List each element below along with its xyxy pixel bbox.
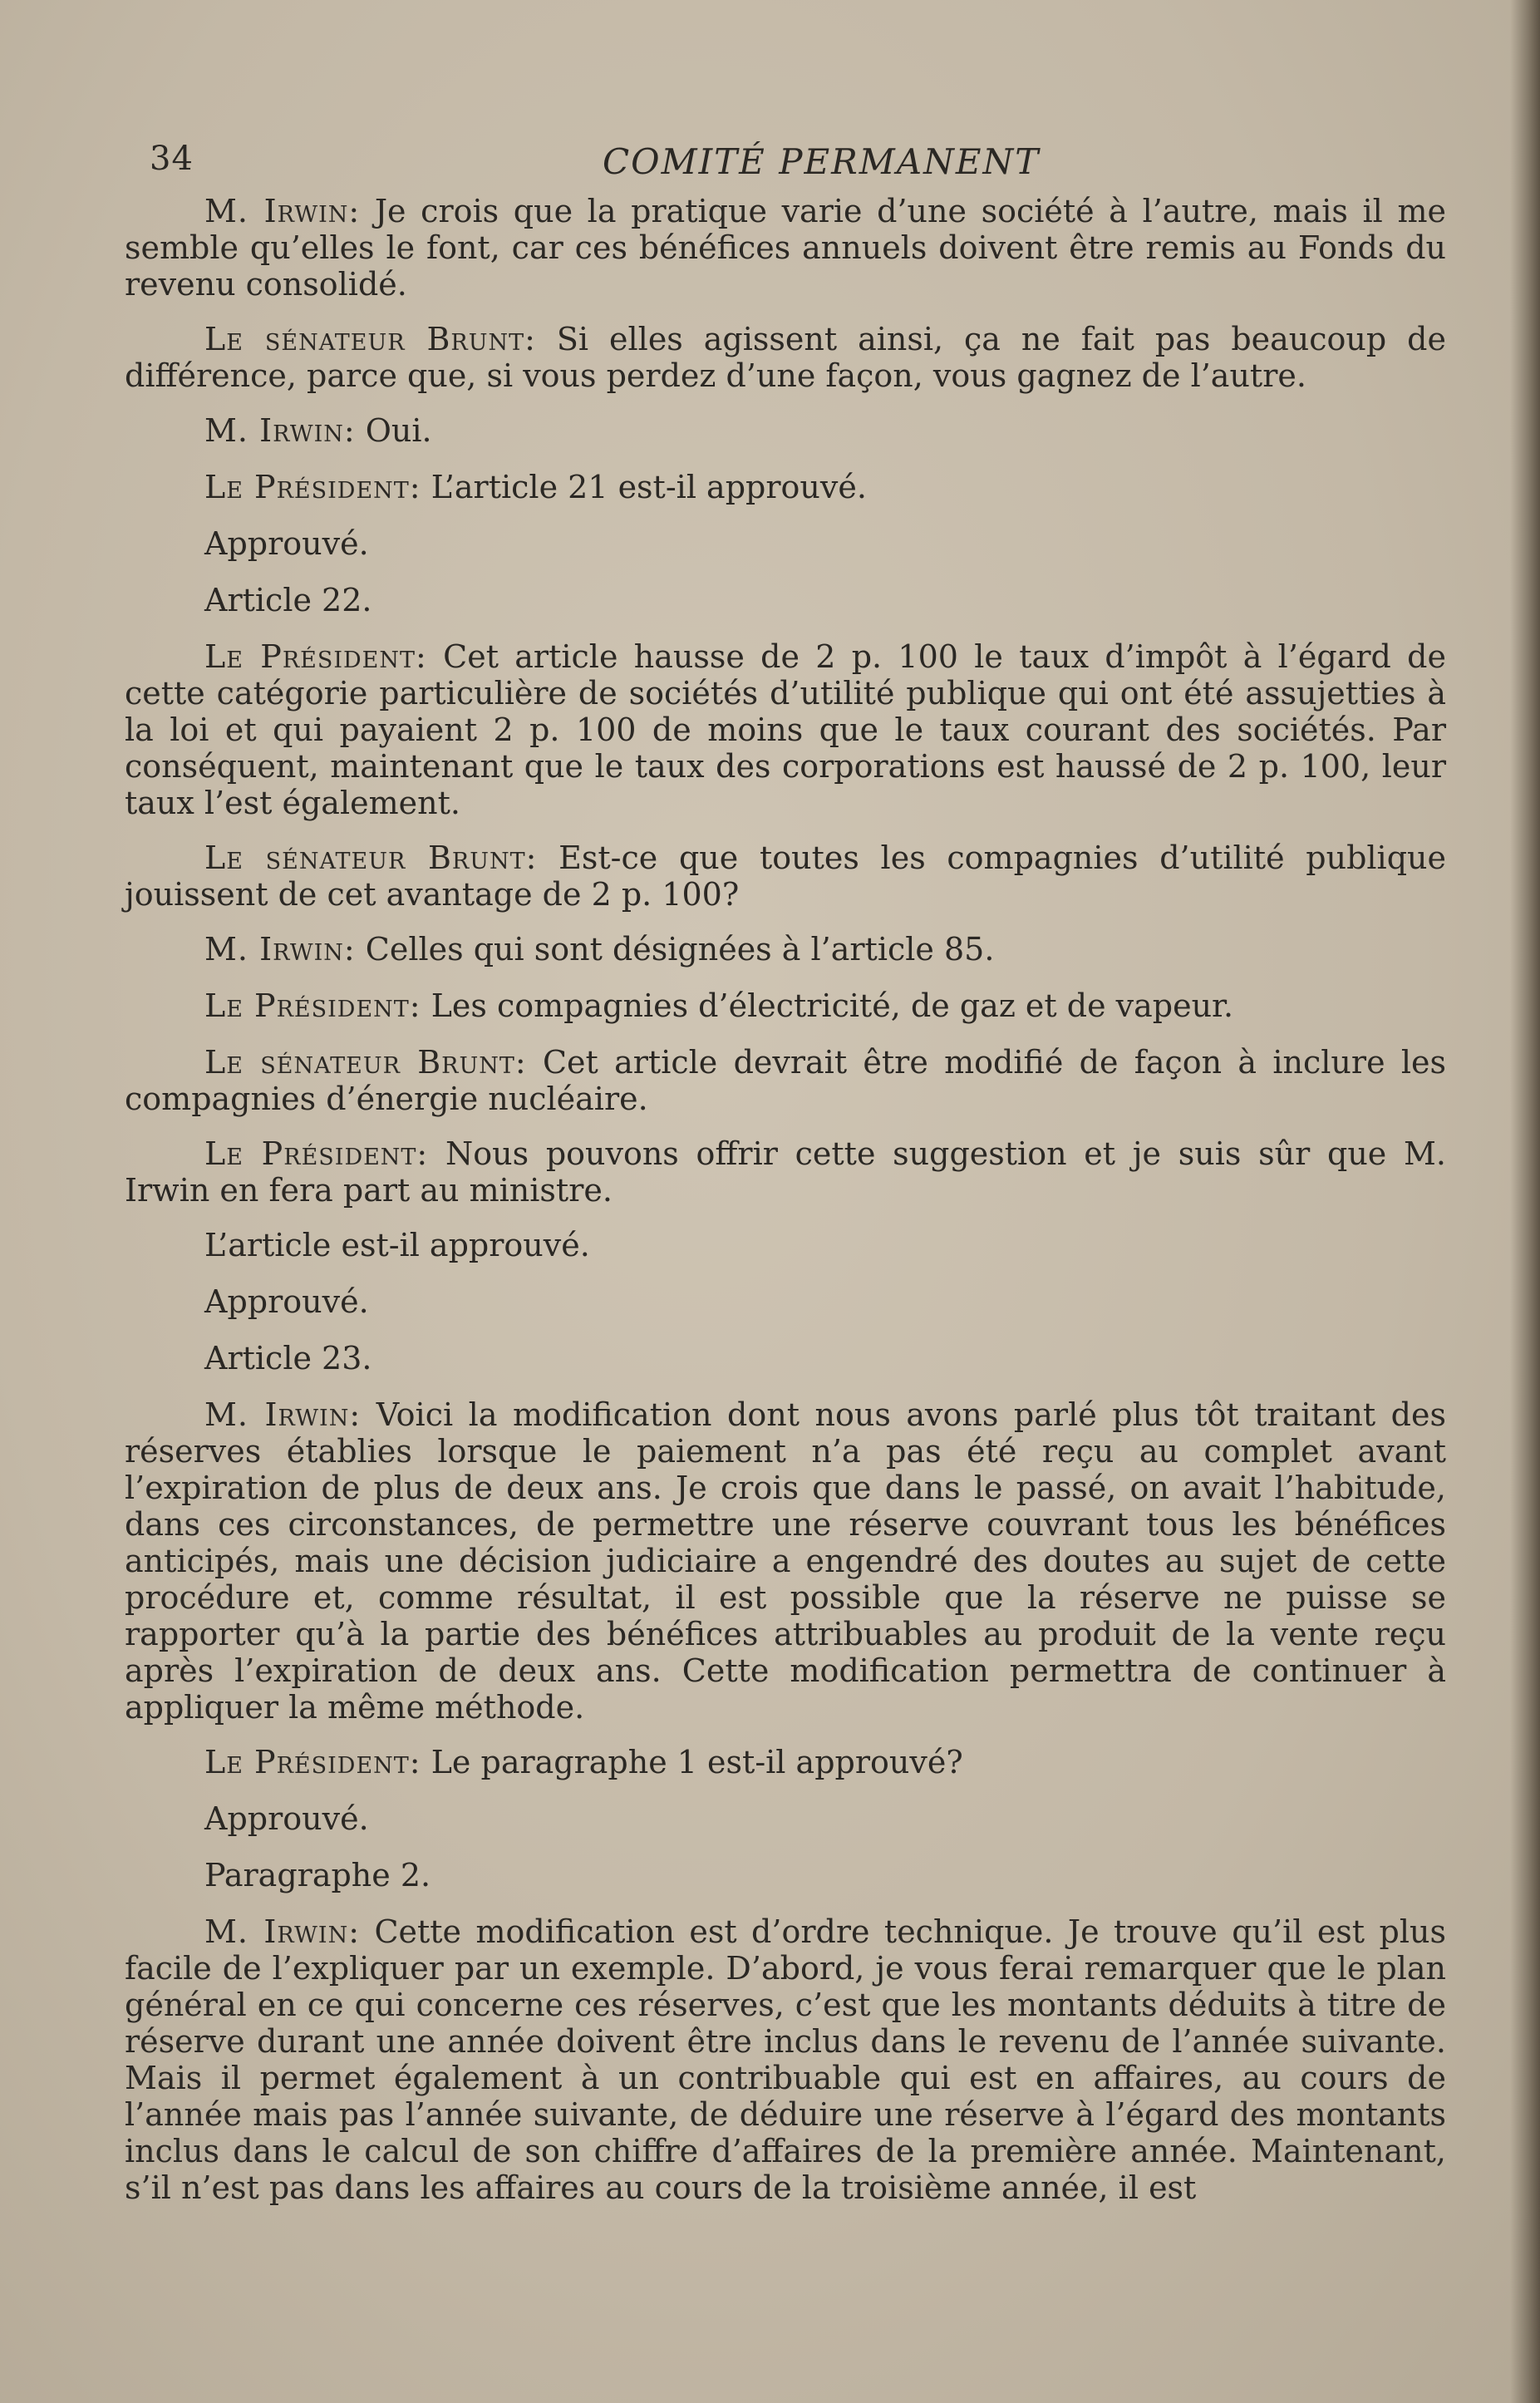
paragraph bbox=[125, 987, 1446, 1024]
paragraph-text: Article 23. bbox=[204, 1340, 372, 1376]
paragraph bbox=[125, 1744, 1446, 1780]
paragraph bbox=[125, 469, 1446, 505]
page-number: 34 bbox=[150, 140, 194, 178]
speaker-label: Le sénateur Brunt: bbox=[204, 1044, 527, 1081]
paragraph-text: L’article 21 est-il approuvé. bbox=[431, 469, 867, 505]
paragraph bbox=[125, 1044, 1446, 1117]
paragraph-text: Voici la modification dont nous avons parlé plus tôt traitant des réserves établies lorsque le paiement n’a pas été reçu au complet avant l’expiration de plus de deux ans. Je crois que dans le passé, on avait l’habitude, dans ces circonstances, de permettre une réserve couvrant tous les bénéfices anticipés, mais une décision judiciaire a engendré des doutes au sujet de cette procédure et, comme résultat, il est possible que la réserve ne puisse se rapporter qu’à la partie des bénéfices attribuables au produit de la vente reçu après l’expiration de deux ans. Cette modification permettra de continuer à appliquer la même méthode. bbox=[125, 1396, 1446, 1726]
paragraph bbox=[125, 321, 1446, 394]
paragraph-text: Paragraphe 2. bbox=[204, 1857, 431, 1893]
paragraph-text: Cet article devrait être modifié de façon à inclure les compagnies d’énergie nucléaire. bbox=[125, 1044, 1447, 1117]
speaker-label: M. Irwin: bbox=[204, 931, 356, 968]
speaker-label: M. Irwin: bbox=[204, 1913, 361, 1950]
paragraph-text: Celles qui sont désignées à l’article 85. bbox=[365, 931, 995, 968]
paragraph-text: Est-ce que toutes les compagnies d’utilité publique jouissent de cet avantage de 2 p. 100? bbox=[125, 840, 1446, 913]
paragraph-text: Nous pouvons offrir cette suggestion et je suis sûr que M. Irwin en fera part au ministre. bbox=[125, 1135, 1446, 1209]
paragraph-text: Cette modification est d’ordre technique. Je trouve qu’il est plus facile de l’expliquer par un exemple. D’abord, je vous ferai remarquer que le plan général en ce qui concerne ces réserves, c’est que les montants déduits à titre de réserve durant une année doivent être inclus dans le revenu de l’année suivante. Mais il permet également à un contribuable qui est en affaires, au cours de l’année mais pas l’année suivante, de déduire une réserve à l’égard des montants inclus dans le calcul de son chiffre d’affaires de la première année. Maintenant, s’il n’est pas dans les affaires au cours de la troisième année, il est bbox=[125, 1913, 1446, 2206]
page-header bbox=[150, 140, 1446, 190]
speaker-label: Le sénateur Brunt: bbox=[204, 840, 538, 876]
paragraph bbox=[125, 931, 1446, 968]
paragraph-text: Approuvé. bbox=[204, 525, 369, 562]
paragraph-text: Les compagnies d’électricité, de gaz et de vapeur. bbox=[431, 987, 1234, 1024]
paragraph-text: Si elles agissent ainsi, ça ne fait pas beaucoup de différence, parce que, si vous perdez d’une façon, vous gagnez de l’autre. bbox=[125, 321, 1446, 394]
paragraph bbox=[125, 525, 1446, 562]
paragraph bbox=[125, 1396, 1446, 1726]
speaker-label: M. Irwin: bbox=[204, 193, 361, 229]
paragraph bbox=[125, 1227, 1446, 1263]
paragraph bbox=[125, 638, 1446, 821]
paragraph-text: Approuvé. bbox=[204, 1283, 369, 1320]
paragraph bbox=[125, 1340, 1446, 1376]
paragraph bbox=[125, 840, 1446, 913]
paragraph bbox=[125, 1857, 1446, 1893]
paragraph-text: Approuvé. bbox=[204, 1800, 369, 1837]
paragraph bbox=[125, 1283, 1446, 1320]
paragraph-text: L’article est-il approuvé. bbox=[204, 1227, 590, 1263]
transcript-body bbox=[125, 193, 1446, 2224]
paragraph-text: Oui. bbox=[365, 412, 432, 449]
speaker-label: M. Irwin: bbox=[204, 1396, 362, 1433]
paragraph bbox=[125, 1800, 1446, 1837]
speaker-label: Le Président: bbox=[204, 1135, 429, 1172]
page-edge-shadow bbox=[1510, 0, 1540, 2403]
paragraph bbox=[125, 1135, 1446, 1209]
paragraph-text: Cet article hausse de 2 p. 100 le taux d’impôt à l’égard de cette catégorie particulière de sociétés d’utilité publique qui ont été assujetties à la loi et qui payaient 2 p. 100 de moins que le taux courant des sociétés. Par conséquent, maintenant que le taux des corporations est haussé de 2 p. 100, leur taux l’est également. bbox=[125, 638, 1446, 821]
speaker-label: Le Président: bbox=[204, 1744, 421, 1780]
paragraph bbox=[125, 412, 1446, 449]
speaker-label: Le sénateur Brunt: bbox=[204, 321, 536, 357]
paragraph-text: Je crois que la pratique varie d’une société à l’autre, mais il me semble qu’elles le font, car ces bénéfices annuels doivent être remis au Fonds du revenu consolidé. bbox=[125, 193, 1446, 303]
speaker-label: M. Irwin: bbox=[204, 412, 356, 449]
speaker-label: Le Président: bbox=[204, 638, 427, 675]
paragraph bbox=[125, 1913, 1446, 2206]
speaker-label: Le Président: bbox=[204, 469, 421, 505]
paragraph bbox=[125, 582, 1446, 618]
paragraph-text: Article 22. bbox=[204, 582, 372, 618]
speaker-label: Le Président: bbox=[204, 987, 421, 1024]
paragraph bbox=[125, 193, 1446, 303]
running-head: COMITÉ PERMANENT bbox=[603, 141, 1041, 182]
paragraph-text: Le paragraphe 1 est-il approuvé? bbox=[431, 1744, 963, 1780]
